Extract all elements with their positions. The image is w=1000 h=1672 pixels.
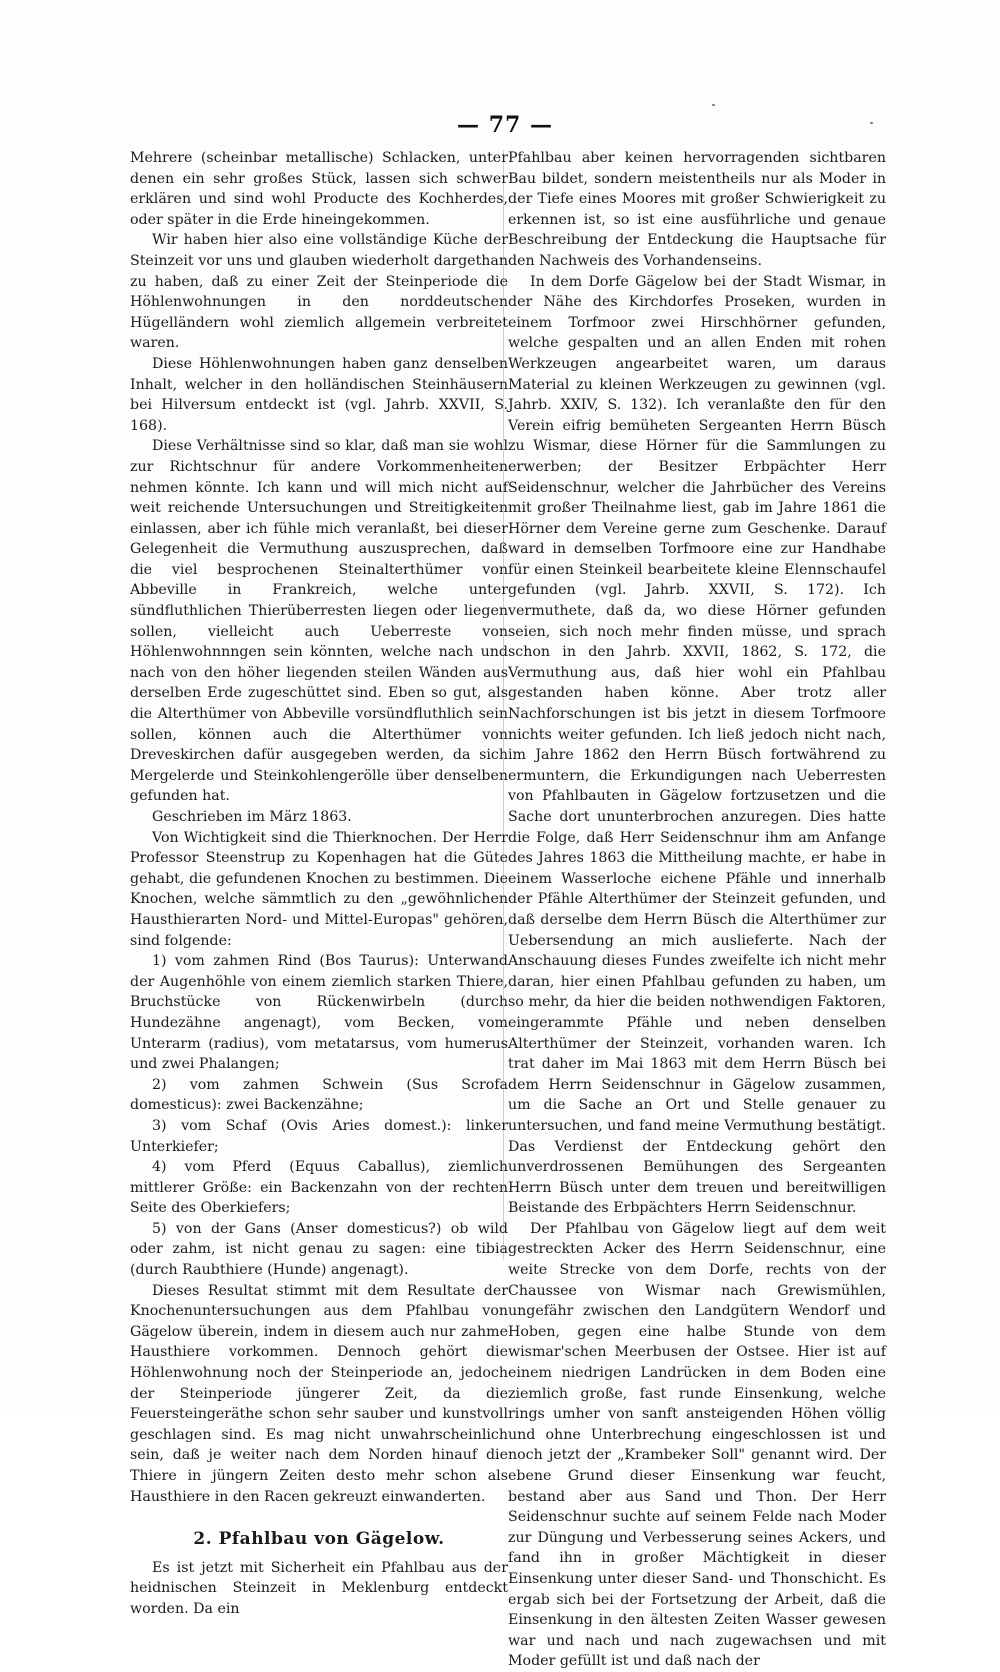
- paragraph: Es ist jetzt mit Sicherheit ein Pfahlbau aus der heidnischen Steinzeit in Meklenburg entdeckt worden. Da ein: [130, 1559, 508, 1617]
- section-title: 2. Pfahlbau von Gägelow.: [193, 1529, 445, 1550]
- paragraph: Diese Verhältnisse sind so klar, daß man sie wohl zur Richtschnur für andere Vorkommenheiten nehmen könnte. Ich kann und will mich nicht auf weit reichende Untersuchungen und Streitigkeiten einlassen, aber ich fühle mich veranlaßt, bei dieser Gelegenheit die Vermuthung auszusprechen, daß die viel besprochenen Steinalterthümer von Abbeville in Frankreich, welche unter sündfluthlichen Thierüberresten liegen oder liegen sollen, vielleicht auch Ueberreste von Höhlenwohnnngen sein könnten, welche nach und nach von den höher liegenden steilen Wänden aus derselben Erde zugeschüttet sind. Eben so gut, als die Alterthümer von Abbeville vorsündfluthlich sein sollen, können auch die Alterthümer von Dreveskirchen dafür ausgegeben werden, da sich Mergelerde und Steinkohlengerölle über denselben gefunden hat.: [130, 438, 508, 805]
- left-column: [130, 148, 508, 1620]
- paragraph: Wir haben hier also eine vollständige Küche der Steinzeit vor uns und glauben wiederholt dargethan zu haben, daß zu einer Zeit der Steinperiode die Höhlenwohnungen in den norddeutschen Hügelländern wohl ziemlich allgemein verbreitet waren.: [130, 232, 508, 352]
- list-item: 2) vom zahmen Schwein (Sus Scrofa domesticus): zwei Backenzähne;: [130, 1076, 508, 1114]
- paragraph: Mehrere (scheinbar metallische) Schlacken, unter denen ein sehr großes Stück, lassen sich schwer erklären und sind wohl Producte des Kochherdes, oder später in die Erde hineingekommen.: [130, 150, 508, 228]
- paragraph: Von Wichtigkeit sind die Thierknochen. Der Herr Professor Steenstrup zu Kopenhagen hat die Güte gehabt, die gefundenen Knochen zu bestimmen. Die Knochen, welche sämmtlich zu den „gewöhnlichen Hausthierarten Nord- und Mittel-Europas" gehören, sind folgende:: [130, 829, 508, 949]
- print-speck: [870, 122, 873, 124]
- print-speck: [712, 104, 715, 106]
- paragraph-date: Geschrieben im März 1863.: [152, 809, 352, 825]
- paragraph: Der Pfahlbau von Gägelow liegt auf dem weit gestreckten Acker des Herrn Seidenschnur, eine weite Strecke von dem Dorfe, rechts von der Chaussee von Wismar nach Grewismühlen, ungefähr zwischen den Landgütern Wendorf und Hoben, gegen eine halbe Stunde von dem wismar'schen Meerbusen der Ostsee. Hier ist auf einem niedrigen Landrücken in dem Boden eine ziemlich große, fast runde Einsenkung, welche rings umher von sanft ansteigenden Höhen völlig und ohne Unterbrechung eingeschlossen ist und noch jetzt der „Krambeker Soll" genannt wird. Der ebene Grund dieser Einsenkung war feucht, bestand aber aus Sand und Thon. Der Herr Seidenschnur suchte auf seinem Felde nach Moder zur Düngung und Verbesserung seines Ackers, und fand ihn in großer Mächtigkeit in dieser Einsenkung unter dieser Sand- und Thonschicht. Es ergab sich bei der Fortsetzung der Arbeit, daß die Einsenkung in den ältesten Zeiten Wasser gewesen war und nach und nach zugewachsen und mit Moder gefüllt ist und daß nach der: [508, 1220, 886, 1670]
- list-item: 3) vom Schaf (Ovis Aries domest.): linker Unterkiefer;: [130, 1117, 508, 1155]
- paragraph: Pfahlbau aber keinen hervorragenden sichtbaren Bau bildet, sondern meistentheils nur als Moder in der Tiefe eines Moores mit großer Schwierigkeit zu erkennen ist, so ist eine ausführliche und genaue Beschreibung der Entdeckung die Hauptsache für den Nachweis des Vorhandenseins.: [508, 150, 886, 269]
- page-number: — 77 —: [457, 112, 553, 138]
- list-item: 4) vom Pferd (Equus Caballus), ziemlich mittlerer Größe: ein Backenzahn von der rechten Seite des Oberkiefers;: [130, 1159, 508, 1217]
- paragraph: Dieses Resultat stimmt mit dem Resultate der Knochenuntersuchungen aus dem Pfahlbau von Gägelow überein, indem in diesem auch nur zahme Hausthiere vorkommen. Dennoch gehört die Höhlenwohnung noch der Steinperiode an, jedoch der Steinperiode jüngerer Zeit, da die Feuersteingeräthe schon sehr sauber und kunstvoll geschlagen sind. Es mag nicht unwahrscheinlich sein, daß je weiter nach dem Norden hinauf die Thiere in jüngern Zeiten desto mehr schon als Hausthiere in den Racen gekreuzt einwanderten.: [130, 1282, 508, 1505]
- list-item: 5) von der Gans (Anser domesticus?) ob wild oder zahm, ist nicht genau zu sagen: eine tibia (durch Raubthiere (Hunde) angenagt).: [130, 1220, 508, 1279]
- paragraph: Diese Höhlenwohnungen haben ganz denselben Inhalt, welcher in den holländischen Steinhäusern bei Hilversum entdeckt ist (vgl. Jahrb. XXVII, S. 168).: [130, 355, 508, 434]
- list-item: 1) vom zahmen Rind (Bos Taurus): Unterwand der Augenhöhle von einem ziemlich starken Thiere, Bruchstücke von Rückenwirbeln (durch Hundezähne angenagt), vom Becken, vom Unterarm (radius), vom metatarsus, vom humerus und zwei Phalangen;: [130, 953, 508, 1073]
- right-column: [508, 148, 886, 1672]
- paragraph: In dem Dorfe Gägelow bei der Stadt Wismar, in der Nähe des Kirchdorfes Proseken, wurden in einem Torfmoor zwei Hirschhörner gefunden, welche gespalten und an allen Enden mit rohen Werkzeugen angearbeitet waren, um daraus Material zu kleinen Werkzeugen zu gewinnen (vgl. Jahrb. XXIV, S. 132). Ich veranlaßte den für den Verein eifrig bemüheten Sergeanten Herrn Büsch zu Wismar, diese Hörner für die Sammlungen zu erwerben; der Besitzer Erbpächter Herr Seidenschnur, welcher die Jahrbücher des Vereins mit großer Theilnahme liest, gab im Jahre 1861 die Hörner dem Vereine gerne zum Geschenke. Darauf ward in demselben Torfmoore eine zur Handhabe für einen Steinkeil bearbeitete kleine Elennschaufel gefunden (vgl. Jahrb. XXVII, S. 172). Ich vermuthete, daß da, wo diese Hörner gefunden seien, sich noch mehr finden müsse, und sprach schon in den Jahrb. XXVII, 1862, S. 172, die Vermuthung aus, daß hier wohl ein Pfahlbau gestanden haben könne. Aber trotz aller Nachforschungen ist bis jetzt in diesem Torfmoore nichts weiter gefunden. Ich ließ jedoch nicht nach, im Jahre 1862 den Herrn Büsch fortwährend zu ermuntern, die Erkundigungen nach Ueberresten von Pfahlbauten in Gägelow fortzusetzen und die Sache dort ununterbrochen anzuregen. Dies hatte die Folge, daß Herr Seidenschnur ihm am Anfange des Jahres 1863 die Mittheilung machte, er habe in einem Wasserloche eichene Pfähle und innerhalb der Pfähle Alterthümer der Steinzeit gefunden, und daß derselbe dem Herrn Büsch die Alterthümer zur Uebersendung an mich auslieferte. Nach der Anschauung dieses Fundes zweifelte ich nicht mehr daran, hier einen Pfahlbau gefunden zu haben, um so mehr, da hier die beiden nothwendigen Faktoren, eingerammte Pfähle und neben denselben Alterthümer der Steinzeit, vorhanden waren. Ich trat daher im Mai 1863 mit dem Herrn Büsch bei dem Herrn Seidenschnur in Gägelow zusammen, um die Sache an Ort und Stelle genauer zu untersuchen, und fand meine Vermuthung bestätigt. Das Verdienst der Entdeckung gehört den unverdrossenen Bemühungen des Sergeanten Herrn Büsch unter dem treuen und bereitwilligen Beistande des Erbpächters Herrn Seidenschnur.: [508, 273, 886, 1217]
